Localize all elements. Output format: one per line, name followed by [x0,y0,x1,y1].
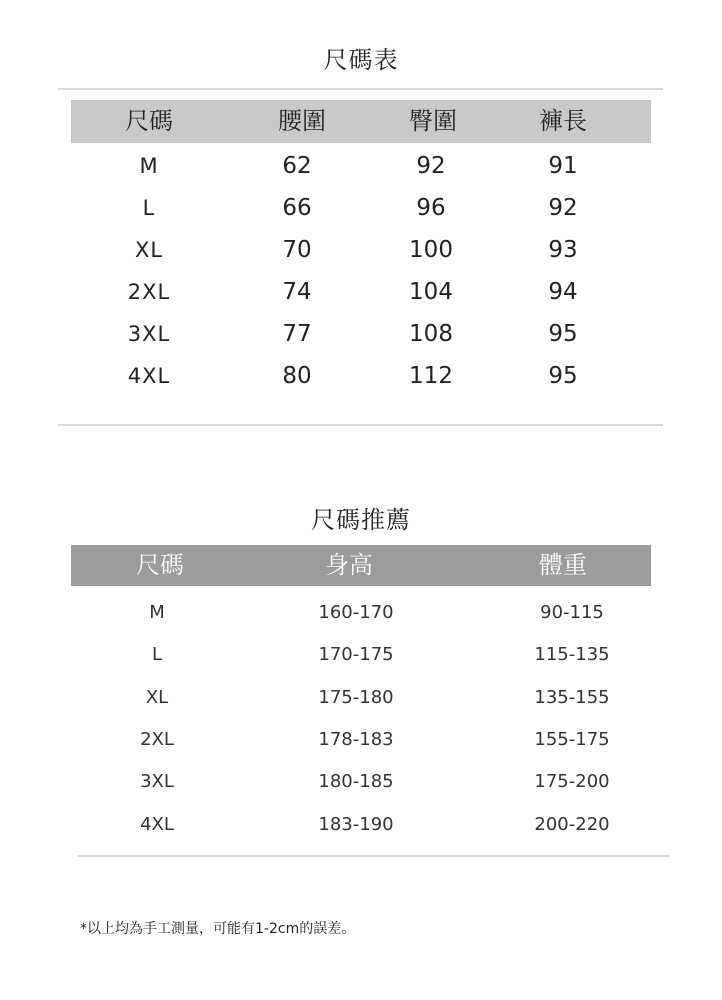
recommendation-header-row [71,545,651,586]
cell-hip: 100 [409,237,453,263]
size-chart-bottom-divider [58,424,663,426]
cell-waist: 62 [282,153,312,179]
cell-size: M [139,154,159,178]
cell-size: XL [134,238,164,262]
cell-weight: 135-155 [534,687,610,708]
cell-pant-length: 92 [548,195,578,221]
header-waist: 腰圍 [278,107,326,135]
table-row [71,271,651,313]
cell-hip: 104 [409,279,453,305]
cell-size: 4XL [127,364,171,388]
header-weight: 體重 [539,551,587,579]
cell-size: XL [145,687,169,708]
cell-pant-length: 91 [548,153,578,179]
cell-waist: 70 [282,237,312,263]
size-chart-header-row [71,100,651,143]
cell-height: 180-185 [318,771,394,792]
cell-hip: 92 [416,153,446,179]
table-row [71,591,651,634]
cell-size: 4XL [140,814,174,835]
recommendation-title: 尺碼推薦 [311,506,411,534]
table-row [71,803,651,846]
cell-weight: 175-200 [534,771,610,792]
header-size: 尺碼 [125,107,173,135]
header-height: 身高 [325,551,373,579]
table-row [71,718,651,761]
table-row [71,633,651,676]
cell-hip: 108 [409,321,453,347]
cell-weight: 115-135 [534,644,610,665]
cell-waist: 80 [282,363,312,389]
table-row [71,676,651,719]
table-row [71,313,651,355]
cell-waist: 66 [282,195,312,221]
recommendation-bottom-divider [78,855,670,857]
cell-waist: 77 [282,321,312,347]
size-chart-title: 尺碼表 [323,46,399,74]
cell-size: 3XL [140,771,174,792]
cell-size: 2XL [140,729,174,750]
cell-hip: 112 [409,363,453,389]
cell-size: 2XL [127,280,171,304]
cell-pant-length: 95 [548,321,578,347]
cell-size: L [151,644,163,665]
cell-height: 170-175 [318,644,394,665]
header-size: 尺碼 [136,551,184,579]
header-pant-length: 褲長 [539,107,587,135]
cell-height: 178-183 [318,729,394,750]
table-row [71,145,651,187]
cell-size: L [142,196,156,220]
table-row [71,760,651,803]
cell-height: 183-190 [318,814,394,835]
table-row [71,355,651,397]
header-hip: 臀圍 [409,107,457,135]
table-row [71,187,651,229]
cell-pant-length: 94 [548,279,578,305]
cell-pant-length: 93 [548,237,578,263]
cell-waist: 74 [282,279,312,305]
cell-height: 160-170 [318,602,394,623]
cell-weight: 90-115 [540,602,604,623]
cell-size: 3XL [127,322,171,346]
cell-size: M [149,602,165,623]
table-row [71,229,651,271]
cell-height: 175-180 [318,687,394,708]
size-chart-top-divider [58,88,663,90]
cell-hip: 96 [416,195,446,221]
cell-weight: 155-175 [534,729,610,750]
measurement-footnote: *以上均為手工測量，可能有1-2cm的誤差。 [80,921,356,937]
cell-pant-length: 95 [548,363,578,389]
cell-weight: 200-220 [534,814,610,835]
